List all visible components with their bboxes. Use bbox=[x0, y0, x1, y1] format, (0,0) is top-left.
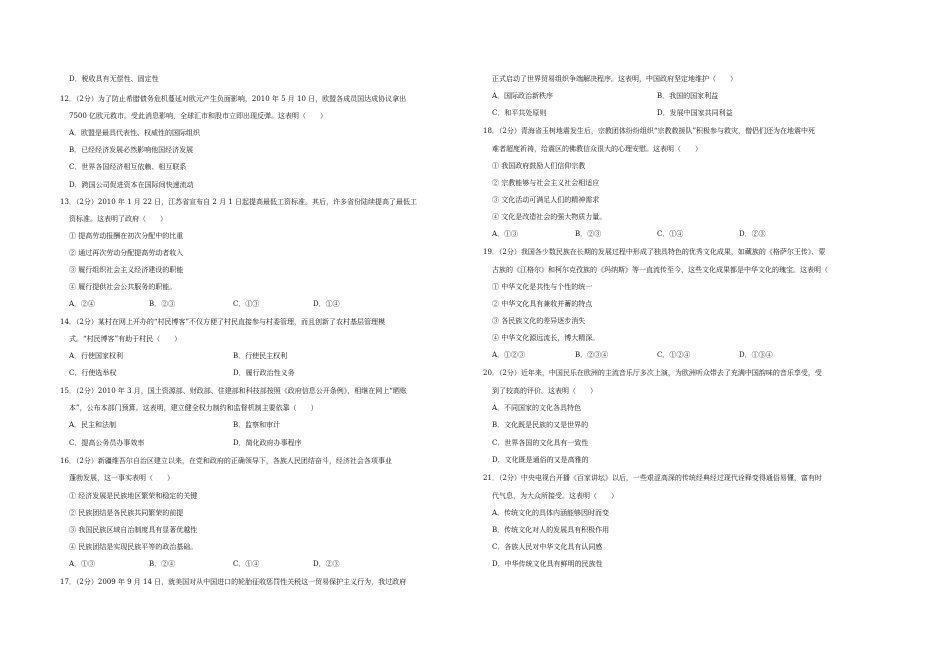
q16-statement-3: ③ 我国民族区域自治制度具有显著优越性 bbox=[69, 526, 198, 534]
q17-choice-d: D．发展中国家共同利益 bbox=[657, 109, 733, 117]
q17-choice-c: C．和平共处原则 bbox=[492, 109, 547, 117]
q18-statement-1: ① 我国政府鼓励人们信仰宗教 bbox=[492, 162, 586, 170]
q21-option-b: B．传统文化对人的发展具有积极作用 bbox=[492, 526, 610, 534]
q12-option-d: D．跨国公司促进资本在国际间快速流动 bbox=[69, 181, 194, 189]
q21-stem-line1: 21．（2分）中央电视台开播《百家讲坛》以后，一些艰涩高深的传统经典经过现代诠释变得通俗易懂，富有时 bbox=[483, 474, 822, 482]
q20-option-c: C．世界各国的文化具有一致性 bbox=[492, 439, 589, 447]
q16-choice-c: C．①④ bbox=[233, 560, 260, 568]
q12-option-b: B．已经经济发展必然影响他国经济发展 bbox=[69, 146, 194, 154]
q21-option-d: D．中华传统文化具有鲜明的民族性 bbox=[492, 560, 603, 568]
q13-statement-2: ② 通过再次劳动分配提高劳动者收入 bbox=[69, 249, 184, 257]
q20-option-b: B．文化既是民族的又是世界的 bbox=[492, 421, 589, 429]
q19-choice-c: C．①②④ bbox=[657, 351, 691, 359]
q16-choice-b: B．②④ bbox=[149, 560, 176, 568]
q16-stem-line1: 16．（2分）新疆维吾尔自治区建立以来，在党和政府的正确领导下，各族人民团结奋斗，经济社会各项事业 bbox=[60, 457, 392, 465]
q18-stem-line1: 18．（2分）青海省玉树地震发生后，宗教团体纷纷组织“宗教救援队”积极参与救灾，僧侣们还为在地震中死 bbox=[483, 127, 816, 135]
q17-choice-b: B．我国的国家利益 bbox=[657, 92, 719, 100]
q14-choice-d: D．履行政治性义务 bbox=[233, 369, 295, 377]
q21-stem-line2: 代气息，为大众所接受。这表明（ ） bbox=[492, 492, 618, 500]
q19-choice-d: D．①③④ bbox=[739, 351, 773, 359]
q14-stem-line2: 式。“村民博客”有助于村民（ ） bbox=[69, 335, 182, 343]
q14-choice-c: C．行使选举权 bbox=[69, 369, 117, 377]
q20-option-d: D．文化既是通俗的又是高雅的 bbox=[492, 456, 589, 464]
q16-statement-2: ② 民族团结是各民族共同繁荣的前提 bbox=[69, 509, 184, 517]
q11-option-d: D．税收具有无偿性、固定性 bbox=[69, 75, 159, 83]
q18-choice-d: D．②③ bbox=[739, 230, 766, 238]
q16-statement-1: ① 经济发展是民族地区繁荣和稳定的关键 bbox=[69, 492, 198, 500]
q13-choice-a: A．②④ bbox=[69, 300, 96, 308]
q13-choice-c: C．①③ bbox=[233, 300, 260, 308]
q14-stem-line1: 14．（2分）某村在网上开办的“村民博客”不仅方便了村民直接参与村委管理，而且创新了农村基层管理模 bbox=[60, 318, 386, 326]
q15-choice-d: D．简化政府办事程序 bbox=[233, 439, 302, 447]
q12-stem-line1: 12．（2分）为了防止希腊债务危机蔓延对欧元产生负面影响，2010 年 5 月 10 日，欧盟各成员国达成协议拿出 bbox=[60, 95, 407, 103]
q19-stem-line1: 19．（2分）我国各少数民族在长期的发展过程中形成了独具特色的优秀文化成果，如藏族的《格萨尔王传》、蒙 bbox=[483, 248, 826, 256]
q18-statement-2: ② 宗教能够与社会主义社会相适应 bbox=[492, 179, 600, 187]
q19-choice-a: A．①②③ bbox=[492, 351, 526, 359]
q18-choice-b: B．②③ bbox=[575, 230, 602, 238]
q18-stem-line2: 难者超度祈祷，给震区的佛教信众很大的心理安慰。这表明（ ） bbox=[492, 145, 702, 153]
q15-choice-a: A．民主和法制 bbox=[69, 421, 117, 429]
q16-statement-4: ④ 民族团结是实现民族平等的政治基础。 bbox=[69, 543, 198, 551]
q13-stem-line2: 资标准。这表明了政府（ ） bbox=[69, 215, 167, 223]
q12-option-c: C．世界各国经济相互依赖、相互联系 bbox=[69, 163, 187, 171]
q19-statement-2: ② 中华文化具有兼收并蓄的特点 bbox=[492, 300, 593, 308]
q13-statement-3: ③ 履行组织社会主义经济建设的职能 bbox=[69, 266, 184, 274]
q13-stem-line1: 13．（2分）2010 年 1 月 22 日，江苏省宣布自 2 月 1 日起提高最低工资标准。其后，许多省份陆续提高了最低工 bbox=[60, 198, 417, 206]
q18-choice-c: C．①④ bbox=[657, 230, 684, 238]
q15-choice-c: C．提高公务员办事效率 bbox=[69, 439, 145, 447]
q14-choice-b: B．行使民主权利 bbox=[233, 352, 288, 360]
q13-choice-b: B．②③ bbox=[149, 300, 176, 308]
q18-statement-3: ③ 文化活动可满足人们的精神需求 bbox=[492, 196, 600, 204]
q13-statement-4: ④ 履行提供社会公共服务的职能。 bbox=[69, 283, 177, 291]
q12-option-a: A．欧盟是最具代表性、权威性的国际组织 bbox=[69, 129, 201, 137]
q18-choice-a: A．①③ bbox=[492, 230, 519, 238]
q21-option-a: A．传统文化的具体内涵能够因时而变 bbox=[492, 509, 610, 517]
q16-choice-d: D．②③ bbox=[313, 560, 340, 568]
q19-statement-4: ④ 中华文化源远流长，博大精深。 bbox=[492, 334, 600, 342]
q13-statement-1: ① 提高劳动报酬在初次分配中的比重 bbox=[69, 232, 184, 240]
q19-statement-3: ③ 各民族文化的差异逐步消失 bbox=[492, 317, 586, 325]
q17-stem-line2: 正式启动了世界贸易组织争端解决程序。这表明，中国政府坚定地维护（ ） bbox=[492, 75, 737, 83]
q18-statement-4: ④ 文化是改造社会的强大物质力量。 bbox=[492, 213, 607, 221]
q19-stem-line2: 古族的《江格尔》和柯尔克孜族的《玛纳斯》等一直流传至今，这些文化成果都是中华文化的瑰宝。这表明（ bbox=[492, 266, 828, 274]
q20-stem-line2: 到了较高的评价。这表明（ ） bbox=[492, 387, 597, 395]
q21-option-c: C．各族人民对中华文化具有认同感 bbox=[492, 543, 603, 551]
q16-stem-line2: 蓬勃发展，这一事实表明（ ） bbox=[69, 474, 174, 482]
q16-choice-a: A．①③ bbox=[69, 560, 96, 568]
q19-statement-1: ① 中华文化是共性与个性的统一 bbox=[492, 283, 593, 291]
q14-choice-a: A．行使国家权利 bbox=[69, 352, 124, 360]
q15-stem-line1: 15．（2分）2010 年 3 月，国土资源部、财政部、住建部和科技部按照《政府信息公开条例》，相继在网上“晒账 bbox=[60, 387, 407, 395]
q17-stem-line1: 17．（2分）2009 年 9 月 14 日，就美国对从中国进口的轮胎征收惩罚性关税这一贸易保护主义行为，我过政府 bbox=[60, 578, 407, 586]
q20-option-a: A．不同国家的文化各具特色 bbox=[492, 404, 582, 412]
q20-stem-line1: 20．（2分）近年来，中国民乐在欧洲的主流音乐厅多次上演，为欧洲听众带去了充满中国韵味的音乐享受，受 bbox=[483, 369, 822, 377]
q15-choice-b: B．监察和审计 bbox=[233, 421, 281, 429]
q15-stem-line2: 本”，公布本部门预算。这表明，建立健全权力制约和监督机制主要依靠（ ） bbox=[69, 404, 318, 412]
q17-choice-a: A．国际政治新秩序 bbox=[492, 92, 554, 100]
q19-choice-b: B．②③④ bbox=[575, 351, 609, 359]
q12-stem-line2: 7500 亿欧元救市。受此消息影响，全球汇市和股市立即出现反弹。这表明（ ） bbox=[69, 112, 328, 120]
q13-choice-d: D．①④ bbox=[313, 300, 340, 308]
